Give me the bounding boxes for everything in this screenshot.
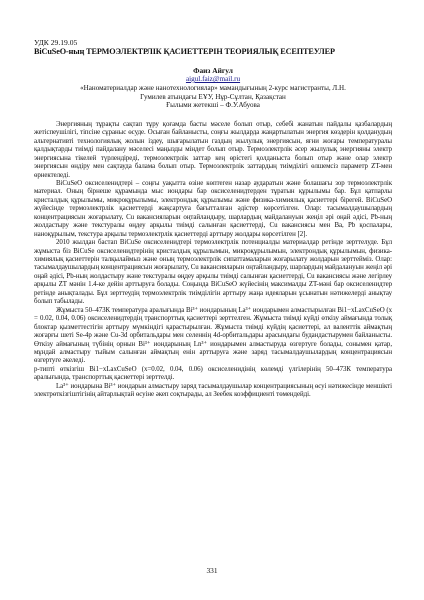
body-paragraph: Энергияның тұрақты сақтап тұру қоғамда басты мәселе болып отыр, себебі жанатын пайдалы қазбалардың жетіспеушілігі, тіпсіне сұраныс өсуде. Осыған байланысты, соңғы жылдарда жаңартылатын энергия көздерін қолданудың альтернативті технологиялық жолын іздеу, шығарылатын газдың жылулық энергиясын, яғни жоғары температуралы қалдықтарды тиімді пайдалану мәселесі маңызды міндет болып отыр. Термоэлектрлік әсер жылулық энергияны электр энергиясына тікелей түрлендіреді, термоэлектрлік заттар кең өрістегі қолданыста болып отыр және олар электр энергиясын өндіру мен сақтауда балама болып отыр. Термоэлектрлік заттардың тиімділігі өлшемсіз параметр ZT-мен өрнектеледі. xyxy=(34,120,392,179)
affiliation-line: «Наноматериалдар және нанотехнологиялар» мамандығының 2-курс магистранты, Л.Н. xyxy=(80,84,346,92)
article-title: BiCuSeO-ның ТЕРМОЭЛЕКТРЛІК ҚАСИЕТТЕРІН ТЕОРИЯЛЫҚ ЕСЕПТЕУЛЕР xyxy=(34,47,335,56)
body-paragraph: Жұмыста 50–473К температура аралығында Bi³⁺ иондарының La³⁺ иондарымен алмастырылған Bi1−xLaxCuSeO (x = 0.02, 0.04, 0.06) оксиселенидтердің транспорттық қасиеттері зерттелген. Жұмыста тиімді күйді өткізу аймағында толық блоктар қызметтестігін арттыру мүмкіндігі қарастырылған. Жұмыста тиімді күйдің қасиеттері, ал валенттік аймақтың жоғарғы шеті Se-4p және Cu-3d орбитальдары мен селеннің 4d-орбитальдары арасындағы будандастырумен байланысты. Өткізу аймағының түбінің орнын Bi³⁺ иондарының Ln³⁺ иондарымен алмастыруда өзгертуге болады, сонымен қатар, мұндай алмастыру тыйым салынған аймақтың енін арттыруға және заряд тасымалдаушылардың концентрациясын өзгертуге әкеледі. xyxy=(34,306,392,365)
udk-code: УДК 29.19.05 xyxy=(34,38,78,47)
article xyxy=(34,38,392,400)
body-paragraph: 2010 жылдан бастап BiCuSe оксиселенидтері термоэлектрлік потенциалды материалдар ретінде зерттелуде. Бұл жұмыста біз BiCuSe оксиселенидтерінің кристалдық құрылымын, микроқұрылымын, электрондық құрылымын, физика-химиялық қасиеттерін талқылаймыз және оның термоэлектрлік сипаттамаларын жоғарылату жолдарын зерттейміз. Олар: тасымалдаушылардың концентрациясын жоғарылату, Cu вакансияларын оңтайландыру, шарлардың майдалануын жеңіл әрі оңай әдісі, Pb-ның жолдастыру және текстуралы өңдеу арқылы тиімді салынған қасиеттерді, Cu вакансиясы және легірлеу арқылы ZT мәнін 1.4-ке дейін арттыруға болады. Соңында BiCuSeO жүйесінің максималды ZT-мәні бар оксиселенидтер ретінде анықталады. Бұл зерттеудің термоэлектрлік тиімділігін арттыру жаңа идеяларын ұсынатын нәтижелерді анықтау болып табылады. xyxy=(34,239,392,306)
body-paragraph: p-типті өткізгіш Bi1−xLaxCuSeO (x=0.02, 0.04, 0.06) оксиселенидінің көлемді үлгілерінің 50–473К температура аралығында, транспорттық қасиеттері зерттелді. xyxy=(34,365,392,382)
body-paragraph: BiCuSeO оксиселенидтері – соңғы уақытта өзіне көптеген назар аударатын және болашағы зор термоэлектрлік материал. Оның бірнеше құрамында мыс иондары бар оксиселенидтерден тұратын құрылымы бар. Бұл қатпарлы кристалдық құрылымы, микроқұрылымы, электрондық құрылымы және физика-химиялық қасиеттері бірегей. BiCuSeO жүйесінде термоэлектрлік қасиеттерді жақсартуға бағытталған әдістер көрсетілген. Олар: тасымалдаушылардың концентрациясын жоғарылату, Cu вакансияларын оңтайландыру, шарлардың майдалануын жеңіл әрі оңай әдісі, Pb-ның жолдастыру және текстуралы өңдеу арқылы тиімді салынған қасиеттерді, Cu вакансиясы мен Ba, Pb қоспалары, наноқұрылым, текстура арқылы термоэлектрлік қасиеттерді арттыру жолдары көрсетілген [2]. xyxy=(34,179,392,238)
body-paragraph: La³⁺ иондарына Bi³⁺ иондарын алмастыру заряд тасымалдаушылар концентрациясының өсуі нәтижесінде меншікті электрөткізгіштігінің айтарлықтай өсуіне әкеп соқтырады, ал Зеебек коэффициенті төмендейді. xyxy=(34,382,392,399)
affiliation-line: Гумилев атындағы ЕҰУ, Нұр-Сұлтан, Қазақстан xyxy=(140,92,286,101)
supervisor-line: Ғылыми жетекші – Ф.У.Абуова xyxy=(166,101,260,110)
author-name: Фаиз Айгул xyxy=(193,66,233,75)
page-number: 331 xyxy=(206,566,218,575)
author-email-link[interactable]: aigul.faiz@mail.ru xyxy=(185,75,241,83)
spacer xyxy=(34,110,392,121)
